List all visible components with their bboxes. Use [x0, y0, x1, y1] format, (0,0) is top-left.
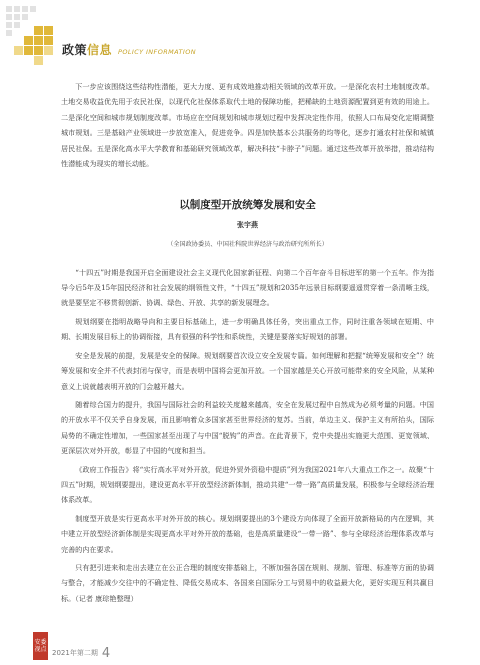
- article-paragraph: 安全是发展的前提，发展是安全的保障。规划纲要首次设立安全发展专篇。如何理解和把握“统筹发展和安全”？统筹发展和安全并不代表封闭与保守，而是表明中国将会更加开放。一个国家越是关心开放可能带来的安全风险，从某种意义上说就越表明开放的门会越开越大。: [61, 350, 434, 391]
- article-paragraph: 《政府工作报告》将“实行高水平对外开放，促进外贸外资稳中提质”列为我国2021年八大重点工作之一。故聚“十四五”时期，规划纲要提出，建设更高水平开放型经济新体制，推动共建“一带一路”高质量发展，积极参与全球经济治理体系改革。: [61, 464, 434, 505]
- article-title: 以制度型开放统筹发展和安全: [179, 199, 316, 212]
- intro-paragraph: 下一步应该围绕这些结构性潜能，更大力度、更有成效地推动相关领域的改革开放。一是深化农村土地制度改革。土地交易收益优先用于农民社保，以现代化社保体系取代土地的保障功能，把稀缺的土地资源配置到更有效的用途上。二是深化空间和城市规划制度改革。市场应在空间规划和城市规划过程中发挥决定性作用，依照人口布局变化定期调整城市规划。三是基础产业领域进一步放宽准入，促进竞争。四是加快基本公共服务的均等化，逐步打通农村社保和城镇居民社保。五是深化高水平大学教育和基础研究领域改革，解决科技“卡脖子”问题。通过这些改革开放举措，推动结构性潜能成为现实的增长动能。: [61, 82, 434, 169]
- page-number: 4: [101, 646, 111, 661]
- article-paragraph: 规划纲要在指明战略导向和主要目标基础上，进一步明确具体任务，突出重点工作，同时注重各领域在短期、中期、长期发展目标上的协调衔接，具有很强的科学性和系统性，关键是要落实好规划的部署。: [61, 316, 434, 342]
- section-title: [62, 41, 112, 58]
- section-header: [62, 41, 196, 58]
- article-paragraph: 随着综合国力的提升，我国与国际社会的利益较关度越来越高，安全在发展过程中自然成为必须考量的问题。中国的开放水平不仅关乎自身发展，而且影响着众多国家甚至世界经济的复苏。当前，单边主义、保护主义有所抬头，国际局势的不确定性增加，一些国家甚至出现了与中国“脱钩”的声音。在此背景下，党中央提出实施更大范围、更宽领域、更深层次对外开放，彰显了中国的气度和担当。: [61, 399, 434, 456]
- corner-decoration: [0, 0, 60, 72]
- author-affiliation: （全国政协委员、中国社科院世界经济与政治研究所所长）: [167, 241, 328, 249]
- article-author: 张宇燕: [237, 220, 258, 229]
- article-paragraph: 只有把引进来和走出去建立在公正合理的制度安排基础上，不断加强各国在规则、规制、管理、标准等方面的协调与整合，才能减少交往中的不确定性、降低交易成本、各国来自国际分工与贸易中的收益最大化，更好实现互利共赢目标。（记者 康琮艳整理）: [61, 562, 434, 603]
- article-paragraph: “十四五”时期是我国开启全面建设社会主义现代化国家新征程、向第二个百年奋斗目标进军的第一个五年。作为指导今后5年及15年国民经济和社会发展的纲领性文件，“十四五”规划和2035年远景目标纲要遥遥贯穿着一条清晰主线，就是要坚定不移贯彻创新、协调、绿色、开放、共享的新发展理念。: [61, 267, 434, 308]
- magazine-badge: 安委 视点: [33, 632, 48, 660]
- section-title-part2: 信息: [87, 43, 113, 57]
- section-title-part1: 政策: [62, 43, 88, 57]
- page-content: [61, 79, 434, 609]
- page-footer: [33, 632, 110, 660]
- issue-label: 2021年第二期: [52, 649, 98, 657]
- article-paragraph: 制度型开放是实行更高水平对外开放的核心。规划纲要提出的3个建设方向体现了全面开放新格局的内在逻辑，其中建立开放型经济新体制是实现更高水平对外开放的基础，也是高质量建设“一带一路”、参与全球经济治理体系改革与完善的内在要求。: [61, 513, 434, 554]
- section-title-en: POLICY INFORMATION: [118, 48, 196, 56]
